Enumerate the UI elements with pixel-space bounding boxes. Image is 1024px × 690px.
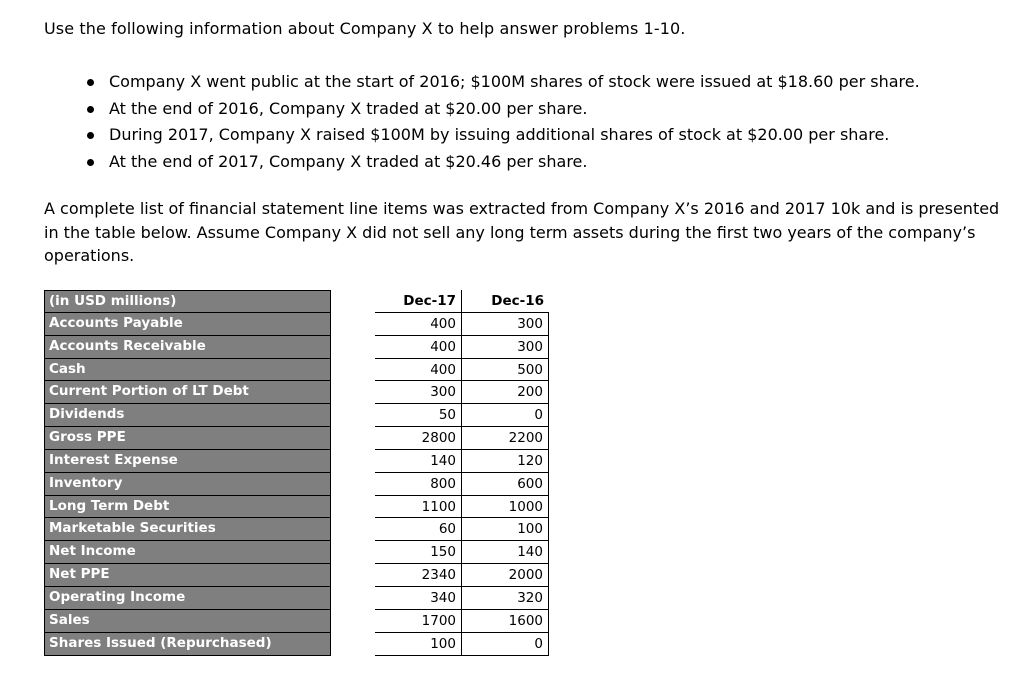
row-label-cell: Gross PPE — [44, 427, 331, 450]
dec17-value-cell: 2340 — [375, 564, 462, 587]
dec16-value-cell: 0 — [462, 404, 549, 427]
dec17-value-cell: 140 — [375, 450, 462, 473]
dec16-value-cell: 2200 — [462, 427, 549, 450]
financial-table — [44, 290, 549, 656]
dec17-value-cell: 100 — [375, 633, 462, 656]
dec16-value-cell: 140 — [462, 541, 549, 564]
bullet-item: At the end of 2016, Company X traded at $20.00 per share. — [66, 96, 920, 123]
dec16-value-cell: 120 — [462, 450, 549, 473]
dec17-value-cell: 1700 — [375, 610, 462, 633]
row-label-cell: Dividends — [44, 404, 331, 427]
table-row — [44, 610, 549, 633]
row-label-cell: Long Term Debt — [44, 496, 331, 519]
dec17-value-cell: 1100 — [375, 496, 462, 519]
row-label-cell: Sales — [44, 610, 331, 633]
header-label-cell: (in USD millions) — [44, 290, 331, 313]
row-label-cell: Inventory — [44, 473, 331, 496]
dec16-value-cell: 200 — [462, 381, 549, 404]
dec16-value-cell: 320 — [462, 587, 549, 610]
table-row — [44, 496, 549, 519]
row-label-cell: Interest Expense — [44, 450, 331, 473]
table-row — [44, 359, 549, 382]
description-text: A complete list of financial statement line items was extracted from Company X’s 2016 and 2017 10k and is presented in the table below. Assume Company X did not sell any long term assets during the first two years of the company’s operations. — [44, 199, 1000, 265]
table-row — [44, 450, 549, 473]
dec16-value-cell: 600 — [462, 473, 549, 496]
dec17-value-cell: 300 — [375, 381, 462, 404]
row-label-cell: Current Portion of LT Debt — [44, 381, 331, 404]
dec16-value-cell: 500 — [462, 359, 549, 382]
dec17-value-cell: 60 — [375, 518, 462, 541]
table-row — [44, 473, 549, 496]
table-row — [44, 336, 549, 359]
table-row — [44, 427, 549, 450]
row-label-cell: Shares Issued (Repurchased) — [44, 633, 331, 656]
dec16-value-cell: 1000 — [462, 496, 549, 519]
row-label-cell: Cash — [44, 359, 331, 382]
dec17-value-cell: 400 — [375, 359, 462, 382]
table-row — [44, 633, 549, 656]
dec16-value-cell: 300 — [462, 313, 549, 336]
dec16-value-cell: 2000 — [462, 564, 549, 587]
dec17-value-cell: 800 — [375, 473, 462, 496]
table-row — [44, 564, 549, 587]
bullet-item: During 2017, Company X raised $100M by issuing additional shares of stock at $20.00 per share. — [66, 122, 920, 149]
table-row — [44, 541, 549, 564]
dec17-value-cell: 400 — [375, 313, 462, 336]
dec17-value-cell: 340 — [375, 587, 462, 610]
dec16-value-cell: 0 — [462, 633, 549, 656]
row-label-cell: Net PPE — [44, 564, 331, 587]
dec16-value-cell: 100 — [462, 518, 549, 541]
row-label-cell: Operating Income — [44, 587, 331, 610]
header-dec17-cell: Dec-17 — [375, 290, 462, 313]
row-label-cell: Net Income — [44, 541, 331, 564]
dec17-value-cell: 150 — [375, 541, 462, 564]
table-row — [44, 381, 549, 404]
bullet-item: At the end of 2017, Company X traded at $20.46 per share. — [66, 149, 920, 176]
table-row — [44, 313, 549, 336]
dec17-value-cell: 50 — [375, 404, 462, 427]
row-label-cell: Accounts Payable — [44, 313, 331, 336]
table-row — [44, 518, 549, 541]
dec17-value-cell: 400 — [375, 336, 462, 359]
bullet-item: Company X went public at the start of 2016; $100M shares of stock were issued at $18.60 per share. — [66, 69, 920, 96]
intro-text: Use the following information about Company X to help answer problems 1-10. — [44, 19, 686, 38]
table-row — [44, 587, 549, 610]
dec17-value-cell: 2800 — [375, 427, 462, 450]
bullet-list — [66, 69, 920, 175]
dec16-value-cell: 300 — [462, 336, 549, 359]
row-label-cell: Accounts Receivable — [44, 336, 331, 359]
header-dec16-cell: Dec-16 — [462, 290, 549, 313]
table-row — [44, 404, 549, 427]
table-header-row — [44, 290, 549, 313]
dec16-value-cell: 1600 — [462, 610, 549, 633]
row-label-cell: Marketable Securities — [44, 518, 331, 541]
